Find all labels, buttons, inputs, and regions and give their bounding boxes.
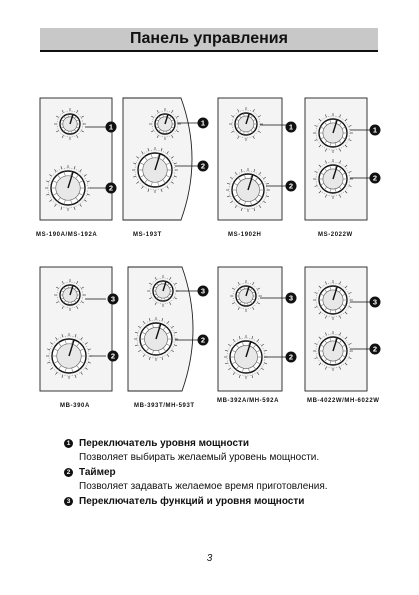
- badge-2-mb392a-digit: 2: [288, 352, 294, 362]
- badge-2-mb393t-digit: 2: [200, 335, 206, 345]
- panel-label-ms193t: MS-193T: [133, 232, 162, 238]
- badge-1-ms1902h-digit: 1: [288, 122, 294, 132]
- legend-desc-2: Позволяет задавать желаемое время приготовления.: [79, 480, 328, 492]
- badge-1-ms190a-digit: 1: [108, 122, 114, 132]
- panel-label-mb393t: MB-393T/MH-593T: [134, 403, 195, 409]
- panel-label-ms2022w: MS-2022W: [318, 232, 353, 238]
- legend-item-2: [64, 466, 384, 480]
- badge-2-ms190a-digit: 2: [108, 183, 114, 193]
- legend-title-3: Переключатель функций и уровня мощности: [79, 496, 305, 507]
- legend-desc-1: Позволяет выбирать желаемый уровень мощности.: [79, 451, 320, 463]
- badge-2-mb4022w-digit: 2: [372, 344, 378, 354]
- badge-3-mb392a-digit: 3: [288, 293, 294, 303]
- page-number: 3: [206, 553, 213, 564]
- badge-3-mb4022w-digit: 3: [372, 297, 378, 307]
- panel-label-mb392a: MB-392A/MH-592A: [217, 398, 280, 404]
- panel-label-ms190a: MS-190A/MS-192A: [36, 232, 98, 238]
- badge-1-ms193t-digit: 1: [200, 118, 206, 128]
- badge-2-ms1902h-digit: 2: [288, 181, 294, 191]
- badge-3-mb393t-digit: 3: [200, 286, 206, 296]
- badge-1-ms2022w-digit: 1: [372, 125, 378, 135]
- legend-number-2: 2: [64, 468, 73, 477]
- panel-label-mb4022w: MB-4022W/MH-6022W: [307, 398, 380, 404]
- legend-item-1: [64, 437, 384, 451]
- badge-2-ms2022w-digit: 2: [372, 173, 378, 183]
- badge-2-ms193t-digit: 2: [200, 161, 206, 171]
- panel-label-mb390a: MB-390A: [60, 403, 90, 409]
- legend-item-3: [64, 495, 384, 509]
- legend-number-3: 3: [64, 497, 73, 506]
- panel-mb4022w: [305, 267, 367, 391]
- panel-mb390a: [40, 267, 112, 391]
- badge-3-mb390a-digit: 3: [110, 294, 116, 304]
- badge-2-mb390a-digit: 2: [110, 351, 116, 361]
- legend-title-2: Таймер: [79, 467, 116, 478]
- legend: [64, 437, 384, 509]
- panel-label-ms1902h: MS-1902H: [228, 232, 262, 238]
- legend-title-1: Переключатель уровня мощности: [79, 438, 250, 449]
- legend-number-1: 1: [64, 439, 73, 448]
- page-title: Панель управления: [130, 30, 288, 47]
